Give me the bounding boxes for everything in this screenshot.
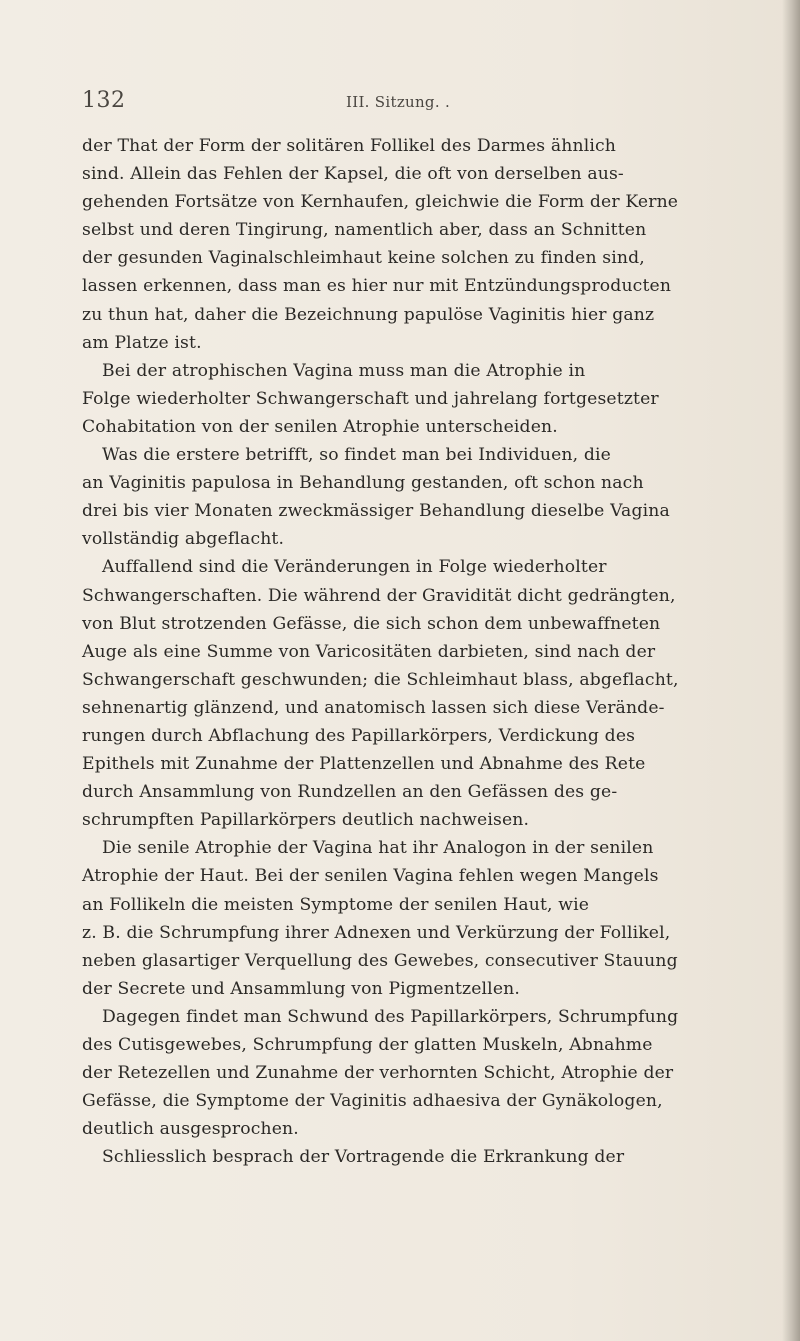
text-line: schrumpften Papillarkörpers deutlich nachweisen.	[82, 810, 530, 831]
text-line: von Blut strotzenden Gefässe, die sich schon dem unbewaffneten	[82, 613, 661, 634]
text-line: deutlich ausgesprochen.	[82, 1119, 299, 1140]
text-line: drei bis vier Monaten zweckmässiger Behandlung dieselbe Vagina	[82, 501, 670, 522]
text-line: Was die erstere betrifft, so findet man bei Individuen, die	[102, 445, 611, 466]
text-line: Schliesslich besprach der Vortragende die Erkrankung der	[102, 1147, 625, 1168]
text-line: der Secrete und Ansammlung von Pigmentzellen.	[82, 978, 520, 999]
text-line: Schwangerschaft geschwunden; die Schleimhaut blass, abgeflacht,	[82, 669, 679, 690]
text-line: Dagegen findet man Schwund des Papillarkörpers, Schrumpfung	[102, 1006, 679, 1027]
text-line: Folge wiederholter Schwangerschaft und jahrelang fortgesetzter	[82, 388, 659, 409]
text-line: z. B. die Schrumpfung ihrer Adnexen und Verkürzung der Follikel,	[82, 922, 671, 943]
text-line: Auffallend sind die Veränderungen in Folge wiederholter	[102, 557, 607, 578]
text-line: Bei der atrophischen Vagina muss man die Atrophie in	[102, 360, 586, 381]
text-line: Schwangerschaften. Die während der Gravidität dicht gedrängten,	[82, 585, 676, 606]
text-line: am Platze ist.	[82, 332, 202, 353]
text-line: Gefässe, die Symptome der Vaginitis adhaesiva der Gynäkologen,	[82, 1091, 663, 1112]
text-line: rungen durch Abflachung des Papillarkörpers, Verdickung des	[82, 725, 636, 746]
text-line: vollständig abgeflacht.	[82, 529, 285, 550]
page-number: 132	[82, 88, 126, 113]
text-line: sehnenartig glänzend, und anatomisch lassen sich diese Verände-	[82, 697, 665, 718]
text-line: an Vaginitis papulosa in Behandlung gestanden, oft schon nach	[82, 473, 644, 494]
text-line: an Follikeln die meisten Symptome der senilen Haut, wie	[82, 894, 590, 915]
text-line: Die senile Atrophie der Vagina hat ihr Analogon in der senilen	[102, 838, 654, 859]
text-line: der gesunden Vaginalschleimhaut keine solchen zu finden sind,	[82, 248, 645, 269]
text-line: Cohabitation von der senilen Atrophie unterscheiden.	[82, 416, 558, 437]
text-line: des Cutisgewebes, Schrumpfung der glatten Muskeln, Abnahme	[82, 1035, 653, 1055]
text-line: sind. Allein das Fehlen der Kapsel, die oft von derselben aus-	[82, 164, 624, 185]
text-line: der That der Form der solitären Follikel des Darmes ähnlich	[82, 136, 617, 156]
page-header	[82, 88, 702, 118]
running-head: III. Sitzung. .	[346, 93, 451, 111]
text-line: Auge als eine Summe von Varicositäten darbieten, sind nach der	[82, 641, 656, 662]
text-line: Atrophie der Haut. Bei der senilen Vagina fehlen wegen Mangels	[82, 866, 659, 887]
text-line: gehenden Fortsätze von Kernhaufen, gleichwie die Form der Kerne	[82, 192, 679, 213]
text-line: lassen erkennen, dass man es hier nur mit Entzündungsproducten	[82, 276, 672, 297]
body-text	[82, 132, 790, 1171]
text-line: durch Ansammlung von Rundzellen an den Gefässen des ge-	[82, 782, 618, 803]
text-line: neben glasartiger Verquellung des Gewebes, consecutiver Stauung	[82, 950, 678, 971]
text-line: Epithels mit Zunahme der Plattenzellen und Abnahme des Rete	[82, 754, 646, 775]
text-line: der Retezellen und Zunahme der verhornten Schicht, Atrophie der	[82, 1063, 674, 1084]
text-line: zu thun hat, daher die Bezeichnung papulöse Vaginitis hier ganz	[82, 304, 655, 325]
text-line: selbst und deren Tingirung, namentlich aber, dass an Schnitten	[82, 220, 647, 241]
page-edge-shadow	[782, 0, 800, 1341]
